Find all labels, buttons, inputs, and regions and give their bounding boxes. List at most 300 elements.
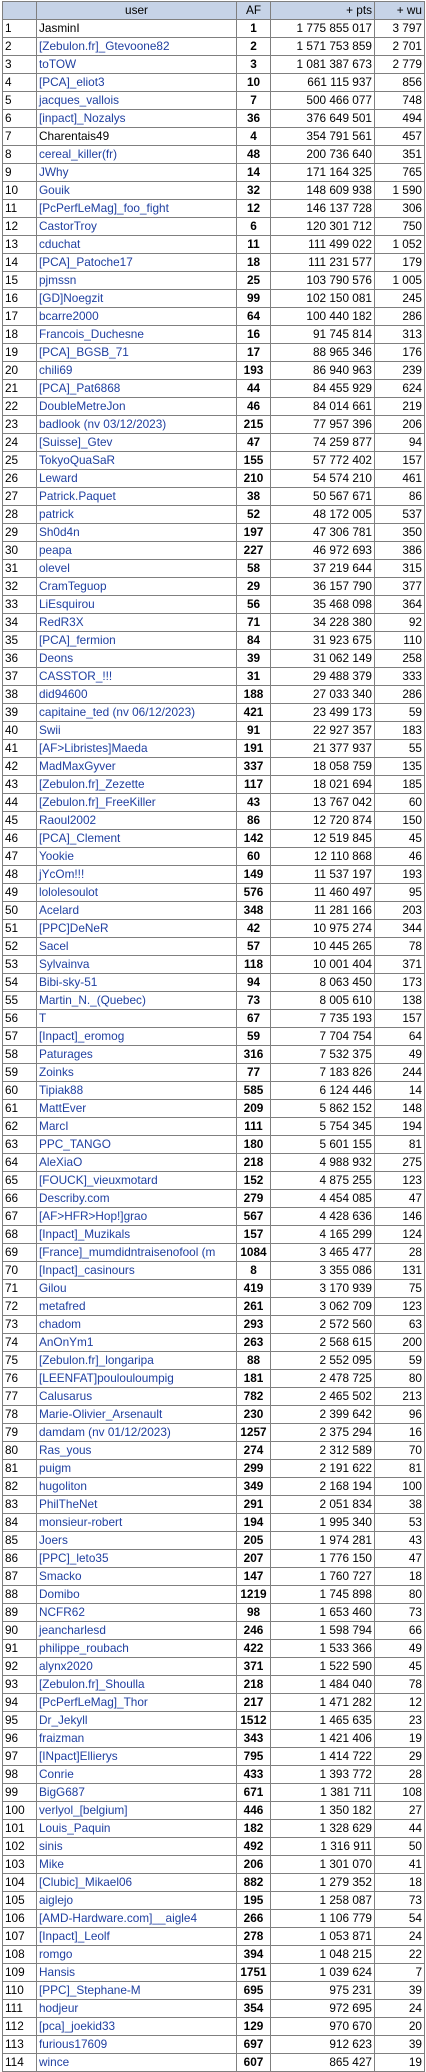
cell-points: 1 106 779	[271, 1910, 375, 1928]
cell-rank: 59	[3, 1064, 37, 1082]
table-row	[3, 596, 425, 614]
table-row	[3, 2018, 425, 2036]
cell-rank: 58	[3, 1046, 37, 1064]
cell-rank: 97	[3, 1748, 37, 1766]
cell-af: 278	[237, 1928, 271, 1946]
cell-rank: 71	[3, 1280, 37, 1298]
cell-points: 36 157 790	[271, 578, 375, 596]
table-row	[3, 722, 425, 740]
table-row	[3, 794, 425, 812]
cell-af: 1751	[237, 1964, 271, 1982]
cell-wu: 64	[375, 1028, 425, 1046]
cell-wu: 213	[375, 1388, 425, 1406]
cell-user: [GD]Noegzit	[37, 290, 237, 308]
cell-wu: 81	[375, 1460, 425, 1478]
cell-af: 197	[237, 524, 271, 542]
cell-wu: 66	[375, 1622, 425, 1640]
cell-rank: 31	[3, 560, 37, 578]
cell-points: 22 927 357	[271, 722, 375, 740]
cell-points: 111 231 577	[271, 254, 375, 272]
cell-points: 1 571 753 859	[271, 38, 375, 56]
table-row	[3, 1928, 425, 1946]
cell-wu: 49	[375, 1640, 425, 1658]
cell-points: 975 231	[271, 1982, 375, 2000]
cell-af: 191	[237, 740, 271, 758]
cell-af: 60	[237, 848, 271, 866]
table-row	[3, 488, 425, 506]
cell-wu: 1 590	[375, 182, 425, 200]
cell-wu: 173	[375, 974, 425, 992]
cell-af: 181	[237, 1370, 271, 1388]
cell-points: 500 466 077	[271, 92, 375, 110]
cell-af: 1512	[237, 1712, 271, 1730]
table-row	[3, 1442, 425, 1460]
cell-wu: 148	[375, 1100, 425, 1118]
cell-points: 50 567 671	[271, 488, 375, 506]
cell-af: 207	[237, 1550, 271, 1568]
cell-wu: 146	[375, 1208, 425, 1226]
table-row	[3, 1874, 425, 1892]
cell-user: CASSTOR_!!!	[37, 668, 237, 686]
cell-points: 2 375 294	[271, 1424, 375, 1442]
cell-rank: 26	[3, 470, 37, 488]
cell-user: verlyol_[belgium]	[37, 1802, 237, 1820]
cell-wu: 44	[375, 1820, 425, 1838]
cell-rank: 82	[3, 1478, 37, 1496]
cell-af: 38	[237, 488, 271, 506]
table-row	[3, 1712, 425, 1730]
cell-af: 218	[237, 1154, 271, 1172]
table-row	[3, 1172, 425, 1190]
cell-wu: 206	[375, 416, 425, 434]
cell-user: fraizman	[37, 1730, 237, 1748]
cell-af: 182	[237, 1820, 271, 1838]
cell-af: 149	[237, 866, 271, 884]
cell-af: 394	[237, 1946, 271, 1964]
cell-user: Dr_Jekyll	[37, 1712, 237, 1730]
cell-af: 419	[237, 1280, 271, 1298]
cell-rank: 98	[3, 1766, 37, 1784]
table-row	[3, 1946, 425, 1964]
cell-points: 54 574 210	[271, 470, 375, 488]
cell-points: 5 862 152	[271, 1100, 375, 1118]
cell-af: 422	[237, 1640, 271, 1658]
cell-wu: 45	[375, 830, 425, 848]
cell-points: 102 150 081	[271, 290, 375, 308]
table-row	[3, 1730, 425, 1748]
cell-wu: 157	[375, 452, 425, 470]
table-row	[3, 236, 425, 254]
table-row	[3, 146, 425, 164]
table-row	[3, 956, 425, 974]
table-row	[3, 218, 425, 236]
cell-wu: 185	[375, 776, 425, 794]
cell-af: 293	[237, 1316, 271, 1334]
cell-wu: 63	[375, 1316, 425, 1334]
table-header	[3, 2, 425, 20]
cell-rank: 113	[3, 2036, 37, 2054]
cell-points: 21 377 937	[271, 740, 375, 758]
cell-af: 279	[237, 1190, 271, 1208]
cell-rank: 80	[3, 1442, 37, 1460]
cell-rank: 39	[3, 704, 37, 722]
cell-wu: 123	[375, 1172, 425, 1190]
cell-user: [PCA]_Pat6868	[37, 380, 237, 398]
cell-rank: 109	[3, 1964, 37, 1982]
cell-rank: 25	[3, 452, 37, 470]
cell-wu: 1 005	[375, 272, 425, 290]
table-row	[3, 1676, 425, 1694]
cell-wu: 286	[375, 686, 425, 704]
cell-wu: 333	[375, 668, 425, 686]
table-row	[3, 668, 425, 686]
cell-points: 865 427	[271, 2054, 375, 2072]
cell-rank: 56	[3, 1010, 37, 1028]
table-row	[3, 542, 425, 560]
cell-points: 4 428 636	[271, 1208, 375, 1226]
cell-wu: 70	[375, 1442, 425, 1460]
cell-points: 1 484 040	[271, 1676, 375, 1694]
cell-af: 59	[237, 1028, 271, 1046]
cell-wu: 239	[375, 362, 425, 380]
table-row	[3, 1046, 425, 1064]
table-row	[3, 308, 425, 326]
cell-points: 100 440 182	[271, 308, 375, 326]
cell-af: 3	[237, 56, 271, 74]
header-af: AF	[237, 2, 271, 20]
cell-rank: 51	[3, 920, 37, 938]
cell-user: AnOnYm1	[37, 1334, 237, 1352]
cell-user: sinis	[37, 1838, 237, 1856]
table-row	[3, 704, 425, 722]
cell-rank: 7	[3, 128, 37, 146]
cell-wu: 16	[375, 1424, 425, 1442]
cell-af: 86	[237, 812, 271, 830]
table-row	[3, 1352, 425, 1370]
cell-wu: 371	[375, 956, 425, 974]
cell-rank: 44	[3, 794, 37, 812]
cell-wu: 856	[375, 74, 425, 92]
cell-rank: 64	[3, 1154, 37, 1172]
cell-wu: 24	[375, 2000, 425, 2018]
cell-points: 48 172 005	[271, 506, 375, 524]
cell-af: 371	[237, 1658, 271, 1676]
header-wu: + wu	[375, 2, 425, 20]
cell-points: 1 393 772	[271, 1766, 375, 1784]
cell-rank: 13	[3, 236, 37, 254]
cell-points: 146 137 728	[271, 200, 375, 218]
cell-wu: 344	[375, 920, 425, 938]
cell-user: [Zebulon.fr]_longaripa	[37, 1352, 237, 1370]
cell-rank: 94	[3, 1694, 37, 1712]
cell-af: 98	[237, 1604, 271, 1622]
cell-user: Yookie	[37, 848, 237, 866]
header-rank	[3, 2, 37, 20]
cell-af: 576	[237, 884, 271, 902]
cell-user: AleXiaO	[37, 1154, 237, 1172]
cell-wu: 176	[375, 344, 425, 362]
cell-user: [PcPerfLeMag]_foo_fight	[37, 200, 237, 218]
cell-wu: 59	[375, 1352, 425, 1370]
table-row	[3, 1424, 425, 1442]
cell-wu: 350	[375, 524, 425, 542]
table-row	[3, 560, 425, 578]
cell-af: 58	[237, 560, 271, 578]
cell-rank: 48	[3, 866, 37, 884]
cell-user: [Inpact]_Muzikals	[37, 1226, 237, 1244]
cell-points: 111 499 022	[271, 236, 375, 254]
cell-rank: 32	[3, 578, 37, 596]
cell-rank: 12	[3, 218, 37, 236]
cell-rank: 105	[3, 1892, 37, 1910]
cell-wu: 53	[375, 1514, 425, 1532]
cell-points: 7 704 754	[271, 1028, 375, 1046]
cell-rank: 3	[3, 56, 37, 74]
cell-af: 348	[237, 902, 271, 920]
cell-rank: 47	[3, 848, 37, 866]
cell-user: JasminI	[37, 20, 237, 38]
cell-af: 882	[237, 1874, 271, 1892]
table-row	[3, 380, 425, 398]
cell-rank: 41	[3, 740, 37, 758]
cell-af: 343	[237, 1730, 271, 1748]
cell-points: 1 316 911	[271, 1838, 375, 1856]
cell-points: 88 965 346	[271, 344, 375, 362]
table-row	[3, 1100, 425, 1118]
cell-af: 299	[237, 1460, 271, 1478]
cell-rank: 40	[3, 722, 37, 740]
table-row	[3, 1028, 425, 1046]
cell-user: [Zebulon.fr]_FreeKiller	[37, 794, 237, 812]
table-row	[3, 1568, 425, 1586]
cell-wu: 95	[375, 884, 425, 902]
cell-rank: 87	[3, 1568, 37, 1586]
cell-wu: 28	[375, 1766, 425, 1784]
cell-af: 1219	[237, 1586, 271, 1604]
cell-points: 12 519 845	[271, 830, 375, 848]
cell-rank: 103	[3, 1856, 37, 1874]
cell-points: 2 168 194	[271, 1478, 375, 1496]
cell-points: 2 478 725	[271, 1370, 375, 1388]
cell-wu: 22	[375, 1946, 425, 1964]
cell-points: 86 940 963	[271, 362, 375, 380]
cell-points: 11 281 166	[271, 902, 375, 920]
cell-rank: 38	[3, 686, 37, 704]
cell-wu: 78	[375, 938, 425, 956]
cell-points: 35 468 098	[271, 596, 375, 614]
cell-rank: 9	[3, 164, 37, 182]
cell-rank: 11	[3, 200, 37, 218]
cell-user: lololesoulot	[37, 884, 237, 902]
cell-af: 210	[237, 470, 271, 488]
table-row	[3, 1082, 425, 1100]
table-row	[3, 1244, 425, 1262]
cell-wu: 108	[375, 1784, 425, 1802]
table-row	[3, 1154, 425, 1172]
cell-user: Bibi-sky-51	[37, 974, 237, 992]
cell-wu: 39	[375, 1982, 425, 2000]
cell-points: 2 191 622	[271, 1460, 375, 1478]
cell-points: 11 537 197	[271, 866, 375, 884]
cell-wu: 86	[375, 488, 425, 506]
cell-af: 1257	[237, 1424, 271, 1442]
cell-wu: 306	[375, 200, 425, 218]
cell-wu: 27	[375, 1802, 425, 1820]
cell-points: 46 972 693	[271, 542, 375, 560]
table-row	[3, 1766, 425, 1784]
cell-af: 10	[237, 74, 271, 92]
header-row	[3, 2, 425, 20]
cell-user: damdam (nv 01/12/2023)	[37, 1424, 237, 1442]
cell-points: 23 499 173	[271, 704, 375, 722]
cell-points: 1 328 629	[271, 1820, 375, 1838]
ranking-table	[2, 1, 425, 2072]
cell-user: hodjeur	[37, 2000, 237, 2018]
cell-user: [Zebulon.fr]_Shoulla	[37, 1676, 237, 1694]
cell-rank: 6	[3, 110, 37, 128]
cell-rank: 84	[3, 1514, 37, 1532]
cell-points: 4 454 085	[271, 1190, 375, 1208]
cell-wu: 537	[375, 506, 425, 524]
cell-wu: 2 779	[375, 56, 425, 74]
table-row	[3, 1460, 425, 1478]
cell-rank: 86	[3, 1550, 37, 1568]
cell-user: peapa	[37, 542, 237, 560]
cell-wu: 47	[375, 1550, 425, 1568]
cell-user: [pca]_joekid33	[37, 2018, 237, 2036]
cell-points: 8 005 610	[271, 992, 375, 1010]
cell-rank: 100	[3, 1802, 37, 1820]
cell-wu: 23	[375, 1712, 425, 1730]
cell-points: 1 279 352	[271, 1874, 375, 1892]
table-row	[3, 776, 425, 794]
cell-user: puigm	[37, 1460, 237, 1478]
cell-points: 37 219 644	[271, 560, 375, 578]
cell-af: 274	[237, 1442, 271, 1460]
cell-rank: 78	[3, 1406, 37, 1424]
cell-af: 16	[237, 326, 271, 344]
cell-user: Martin_N._(Quebec)	[37, 992, 237, 1010]
cell-points: 148 609 938	[271, 182, 375, 200]
cell-af: 218	[237, 1676, 271, 1694]
cell-rank: 42	[3, 758, 37, 776]
cell-user: [PCA]_Patoche17	[37, 254, 237, 272]
cell-rank: 108	[3, 1946, 37, 1964]
cell-af: 8	[237, 1262, 271, 1280]
cell-wu: 94	[375, 434, 425, 452]
cell-points: 7 183 826	[271, 1064, 375, 1082]
cell-points: 57 772 402	[271, 452, 375, 470]
table-row	[3, 1892, 425, 1910]
cell-user: Swii	[37, 722, 237, 740]
cell-user: JWhy	[37, 164, 237, 182]
cell-user: MadMaxGyver	[37, 758, 237, 776]
cell-wu: 28	[375, 1244, 425, 1262]
table-row	[3, 1586, 425, 1604]
cell-af: 91	[237, 722, 271, 740]
table-row	[3, 1514, 425, 1532]
cell-rank: 29	[3, 524, 37, 542]
table-row	[3, 812, 425, 830]
cell-user: [LEENFAT]poulouloumpig	[37, 1370, 237, 1388]
table-row	[3, 1604, 425, 1622]
cell-wu: 18	[375, 1568, 425, 1586]
table-row	[3, 1190, 425, 1208]
cell-wu: 60	[375, 794, 425, 812]
cell-user: [AMD-Hardware.com]__aigle4	[37, 1910, 237, 1928]
cell-wu: 3 797	[375, 20, 425, 38]
cell-rank: 68	[3, 1226, 37, 1244]
cell-af: 349	[237, 1478, 271, 1496]
cell-user: Marie-Olivier_Arsenault	[37, 1406, 237, 1424]
cell-user: [Suisse]_Gtev	[37, 434, 237, 452]
cell-wu: 96	[375, 1406, 425, 1424]
table-row	[3, 416, 425, 434]
cell-rank: 67	[3, 1208, 37, 1226]
cell-points: 912 623	[271, 2036, 375, 2054]
cell-points: 84 014 661	[271, 398, 375, 416]
cell-wu: 124	[375, 1226, 425, 1244]
cell-af: 17	[237, 344, 271, 362]
table-body	[3, 20, 425, 2072]
cell-points: 31 923 675	[271, 632, 375, 650]
table-row	[3, 902, 425, 920]
table-row	[3, 110, 425, 128]
cell-user: monsieur-robert	[37, 1514, 237, 1532]
cell-rank: 22	[3, 398, 37, 416]
cell-rank: 83	[3, 1496, 37, 1514]
cell-user: [AF>Libristes]Maeda	[37, 740, 237, 758]
cell-wu: 351	[375, 146, 425, 164]
cell-points: 34 228 380	[271, 614, 375, 632]
table-row	[3, 254, 425, 272]
cell-wu: 14	[375, 1082, 425, 1100]
cell-user: capitaine_ted (nv 06/12/2023)	[37, 704, 237, 722]
cell-points: 3 465 477	[271, 1244, 375, 1262]
cell-points: 2 399 642	[271, 1406, 375, 1424]
cell-af: 117	[237, 776, 271, 794]
cell-wu: 73	[375, 1892, 425, 1910]
cell-points: 1 048 215	[271, 1946, 375, 1964]
cell-points: 3 355 086	[271, 1262, 375, 1280]
cell-rank: 14	[3, 254, 37, 272]
cell-points: 1 598 794	[271, 1622, 375, 1640]
cell-rank: 23	[3, 416, 37, 434]
cell-user: Francois_Duchesne	[37, 326, 237, 344]
cell-rank: 35	[3, 632, 37, 650]
table-row	[3, 1388, 425, 1406]
cell-wu: 364	[375, 596, 425, 614]
table-row	[3, 686, 425, 704]
cell-user: Gouik	[37, 182, 237, 200]
cell-user: Sacel	[37, 938, 237, 956]
cell-rank: 75	[3, 1352, 37, 1370]
cell-wu: 54	[375, 1910, 425, 1928]
cell-user: Louis_Paquin	[37, 1820, 237, 1838]
cell-af: 84	[237, 632, 271, 650]
cell-af: 71	[237, 614, 271, 632]
cell-af: 585	[237, 1082, 271, 1100]
cell-rank: 50	[3, 902, 37, 920]
table-row	[3, 974, 425, 992]
cell-rank: 74	[3, 1334, 37, 1352]
cell-af: 57	[237, 938, 271, 956]
cell-af: 118	[237, 956, 271, 974]
cell-points: 12 110 868	[271, 848, 375, 866]
cell-wu: 49	[375, 1046, 425, 1064]
cell-user: Charentais49	[37, 128, 237, 146]
cell-user: CastorTroy	[37, 218, 237, 236]
